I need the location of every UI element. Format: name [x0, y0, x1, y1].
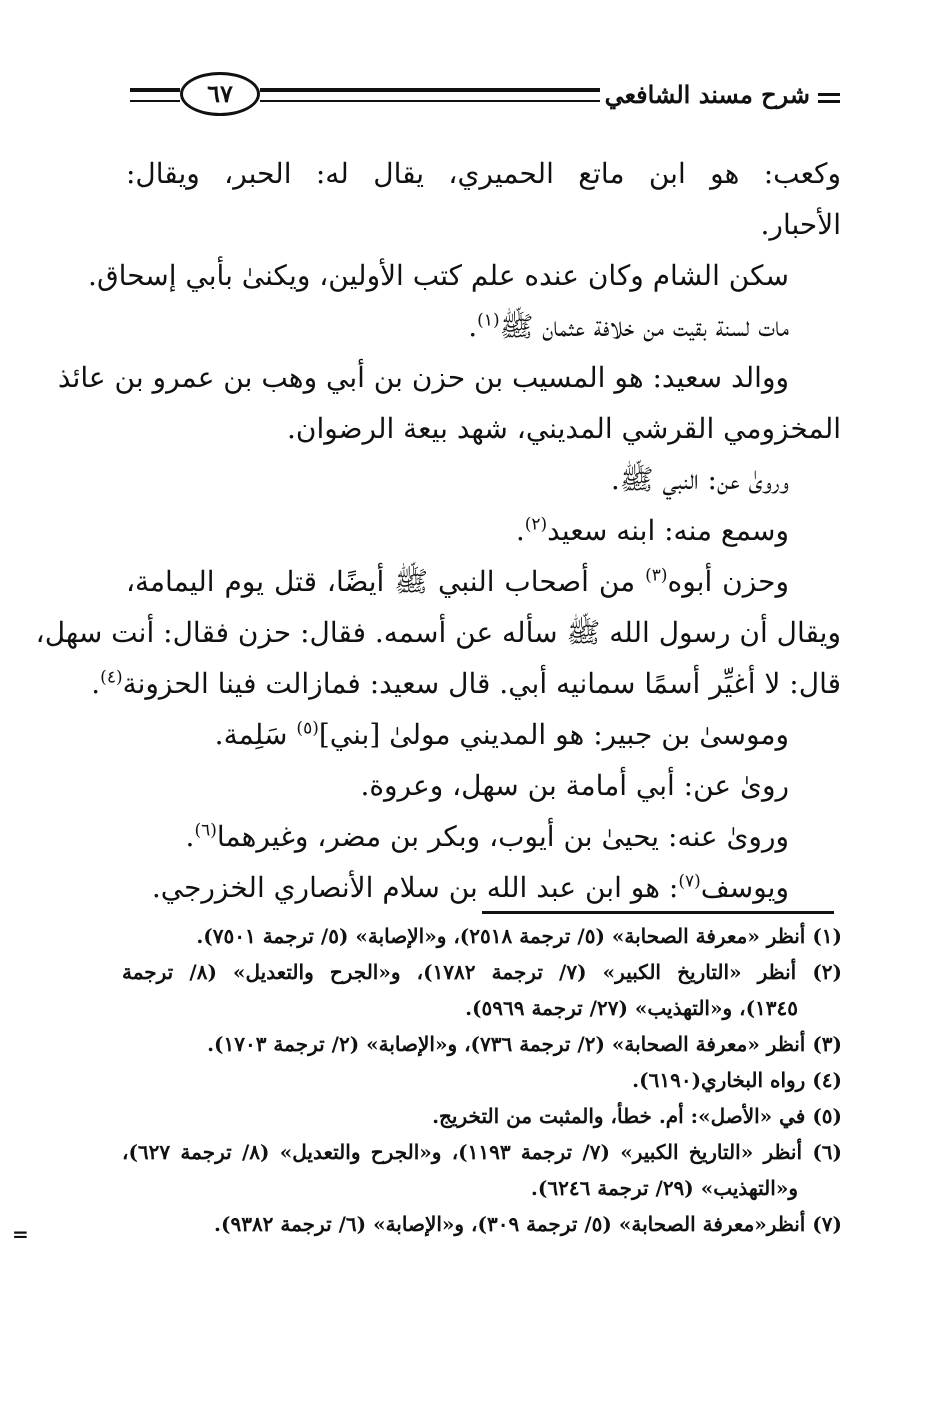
text-line: [126, 709, 841, 760]
text-segment: وموسىٰ بن جبير: هو المديني مولىٰ [بني]: [318, 718, 789, 751]
footnote: (٤) رواه البخاري(٦١٩٠).: [632, 1068, 842, 1092]
text-segment: وسمع منه: ابنه سعيد: [547, 514, 789, 547]
period: .: [185, 820, 195, 853]
footnote-ref: (٢): [524, 514, 548, 535]
text-line: ويقال أن رسول الله ﷺ سأله عن أسمه. فقال: حزن فقال: أنت سهل،: [35, 616, 841, 649]
text-line: [126, 505, 841, 556]
main-text: [35, 148, 841, 913]
text-segment: سَلِمة.: [214, 718, 288, 751]
page-number-oval: [180, 72, 260, 116]
period: .: [91, 667, 101, 700]
footnote: (٥) في «الأصل»: أم. خطأ، والمثبت من التخريج.: [432, 1104, 842, 1128]
footnote-ref: (٧): [678, 871, 701, 892]
text-line: المخزومي القرشي المديني، شهد بيعة الرضوان.: [287, 412, 841, 445]
text-line: روىٰ عن: أبي أمامة بن سهل، وعروة.: [360, 769, 789, 802]
period: .: [515, 514, 525, 547]
header-rule: [260, 88, 600, 102]
footnote: (٦) أنظر «التاريخ الكبير» (٧/ ترجمة ١١٩٣)، و«الجرح والتعديل» (٨/ ترجمة ٦٢٧)،: [122, 1140, 843, 1164]
header-double-rule-mark: [818, 93, 840, 103]
text-segment: قال: لا أغيِّر أسمًا سمانيه أبي. قال سعيد: فمازالت فينا الحزونة: [122, 667, 841, 700]
text-line: الأحبار.: [760, 208, 841, 241]
text-line: وكعب: هو ابن ماتع الحميري، يقال له: الحبر، ويقال:: [126, 157, 841, 190]
period: .: [468, 310, 478, 343]
continuation-mark: =: [12, 1222, 29, 1246]
footnote: (٣) أنظر «معرفة الصحابة» (٢/ ترجمة ٧٣٦)، و«الإصابة» (٢/ ترجمة ١٧٠٣).: [207, 1032, 842, 1056]
text-line: [126, 556, 841, 607]
text-line: [126, 862, 841, 913]
text-line: ووالد سعيد: هو المسيب بن حزن بن أبي وهب بن عمرو بن عائذ: [57, 361, 789, 394]
footnote: (٧) أنظر«معرفة الصحابة» (٥/ ترجمة ٣٠٩)، و«الإصابة» (٦/ ترجمة ٩٣٨٢).: [214, 1212, 842, 1236]
text-segment: وحزن أبوه: [667, 565, 789, 598]
book-title: شرح مسند الشافعي: [604, 80, 810, 109]
text-segment: وروىٰ عنه: يحيىٰ بن أيوب، وبكر بن مضر، وغيرهما: [216, 820, 789, 853]
text-line: [91, 658, 841, 709]
footnote: (٢) أنظر «التاريخ الكبير» (٧/ ترجمة ١٧٨٢)، و«الجرح والتعديل» (٨/ ترجمة: [122, 960, 843, 984]
footnote-ref: (١): [477, 310, 500, 331]
running-header: [130, 66, 840, 122]
text-segment: من أصحاب النبي ﷺ أيضًا، قتل يوم اليمامة،: [126, 565, 636, 598]
footnote-ref: (٦): [194, 820, 217, 841]
text-segment: مات لسنة بقيت من خلافة عثمان ﷺ: [499, 310, 789, 343]
text-segment: ويوسف: [700, 871, 789, 904]
footnote-ref: (٤): [100, 667, 123, 688]
text-segment: : هو ابن عبد الله بن سلام الأنصاري الخزرجي.: [151, 871, 679, 904]
footnote-ref: (٥): [296, 718, 319, 739]
text-line: وروىٰ عن: النبي ﷺ.: [610, 463, 789, 496]
footnotes: [122, 918, 842, 1242]
text-line: [126, 301, 841, 352]
text-line: سكن الشام وكان عنده علم كتب الأولين، ويكنىٰ بأبي إسحاق.: [88, 259, 789, 292]
footnote-separator: [482, 911, 834, 914]
footnote-continuation: و«التهذيب» (٢٩/ ترجمة ٦٢٤٦).: [530, 1176, 798, 1200]
footnote-ref: (٣): [645, 565, 668, 586]
header-rule-left: [130, 88, 180, 102]
text-line: [126, 811, 841, 862]
page-number: ٦٧: [207, 79, 233, 108]
footnote-continuation: ١٣٤٥)، و«التهذيب» (٢٧/ ترجمة ٥٩٦٩).: [465, 996, 798, 1020]
footnote: (١) أنظر «معرفة الصحابة» (٥/ ترجمة ٢٥١٨)، و«الإصابة» (٥/ ترجمة ٧٥٠١).: [196, 924, 842, 948]
